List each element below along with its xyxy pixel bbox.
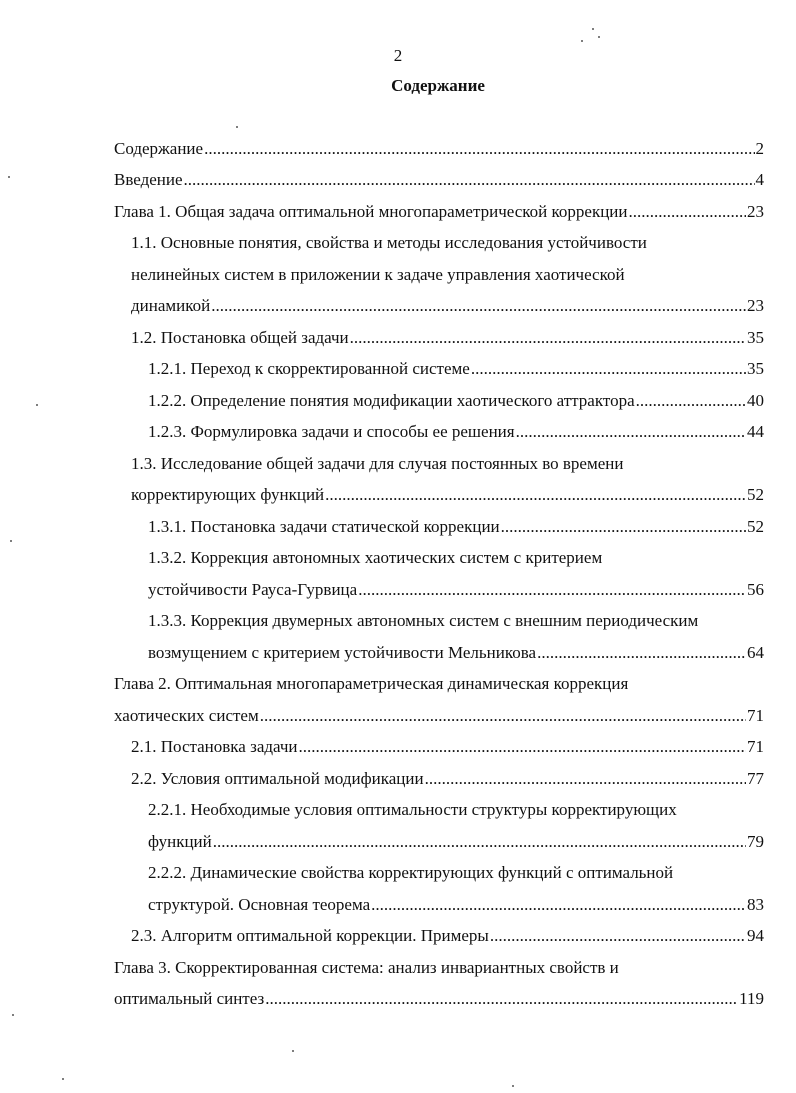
- toc-entry-page: 71: [747, 737, 764, 756]
- toc-entry-page: 83: [747, 895, 764, 914]
- toc-leader: [325, 481, 746, 509]
- toc-entry-text: 1.2.3. Формулировка задачи и способы ее решения: [148, 422, 515, 441]
- toc-entry-text: 2.3. Алгоритм оптимальной коррекции. Примеры: [131, 926, 489, 945]
- toc-entry-page: 4: [755, 170, 764, 189]
- toc-entry-text: 1.2.1. Переход к скорректированной системе: [148, 359, 470, 378]
- toc-entry-text: структурой. Основная теорема: [148, 895, 371, 914]
- toc-entry-text: Глава 1. Общая задача оптимальной многопараметрической коррекции: [114, 202, 628, 221]
- toc-entry-text: Содержание: [114, 139, 204, 158]
- toc-entry-page: 56: [747, 580, 764, 599]
- toc-entry-page: 40: [747, 391, 764, 410]
- toc-entry-text: возмущением с критерием устойчивости Мельникова: [148, 643, 537, 662]
- page-number: 2: [393, 46, 403, 65]
- page-title: Содержание: [391, 76, 485, 95]
- toc-entry: [131, 292, 764, 320]
- toc-entry: [114, 135, 764, 163]
- toc-entry: [114, 670, 764, 698]
- toc-entry: [131, 450, 764, 478]
- toc-entry: [148, 796, 764, 824]
- toc-leader: [358, 576, 746, 604]
- toc-entry-text: оптимальный синтез: [114, 989, 265, 1008]
- toc-entry-text: хаотических систем: [114, 706, 259, 725]
- toc-entry-text: нелинейных систем в приложении к задаче управления хаотической: [131, 265, 625, 284]
- toc-entry-text: 1.2. Постановка общей задачи: [131, 328, 349, 347]
- toc-entry: [114, 166, 764, 194]
- toc-entry-page: 44: [747, 422, 764, 441]
- toc-leader: [184, 166, 755, 194]
- toc-leader: [501, 513, 746, 541]
- scan-speck: [512, 1085, 514, 1087]
- toc-leader: [629, 198, 746, 226]
- toc-leader: [211, 292, 746, 320]
- toc-entry-page: 119: [739, 989, 764, 1008]
- toc-leader: [204, 135, 754, 163]
- toc-entry-text: корректирующих функций: [131, 485, 325, 504]
- toc-entry-page: 23: [747, 202, 764, 221]
- toc-leader: [636, 387, 746, 415]
- scan-speck: [236, 126, 238, 128]
- toc-entry-text: 1.3.2. Коррекция автономных хаотических систем с критерием: [148, 548, 603, 567]
- scan-speck: [581, 40, 583, 42]
- toc-leader: [371, 891, 746, 919]
- toc-entry: [148, 859, 764, 887]
- toc-leader: [299, 733, 746, 761]
- toc-entry: [148, 576, 764, 604]
- toc-leader: [537, 639, 746, 667]
- toc-entry: [114, 702, 764, 730]
- toc-entry: [131, 765, 764, 793]
- scan-speck: [36, 404, 38, 406]
- toc-entry-text: 1.3.3. Коррекция двумерных автономных систем с внешним периодическим: [148, 611, 699, 630]
- toc-entry-page: 64: [747, 643, 764, 662]
- toc-leader: [260, 702, 746, 730]
- toc-entry-text: динамикой: [131, 296, 211, 315]
- toc-entry-page: 35: [747, 328, 764, 347]
- toc-entry-text: 2.2.2. Динамические свойства корректирующих функций с оптимальной: [148, 863, 674, 882]
- toc-leader: [516, 418, 746, 446]
- toc-entry: [131, 324, 764, 352]
- toc-entry: [148, 607, 764, 635]
- toc-entry-text: функций: [148, 832, 212, 851]
- toc-entry: [148, 355, 764, 383]
- toc-entry-page: 52: [747, 517, 764, 536]
- toc-entry-page: 52: [747, 485, 764, 504]
- toc-entry: [148, 828, 764, 856]
- toc-entry-page: 77: [747, 769, 764, 788]
- scan-speck: [12, 1014, 14, 1016]
- toc-entry: [131, 733, 764, 761]
- toc-entry-text: 2.2.1. Необходимые условия оптимальности структуры корректирующих: [148, 800, 677, 819]
- toc-entry-page: 2: [755, 139, 764, 158]
- toc-leader: [350, 324, 746, 352]
- toc-entry-page: 79: [747, 832, 764, 851]
- scan-speck: [598, 36, 600, 38]
- toc-leader: [471, 355, 746, 383]
- toc-entry: [148, 891, 764, 919]
- scan-speck: [8, 176, 10, 178]
- toc-entry-text: Глава 2. Оптимальная многопараметрическая динамическая коррекция: [114, 674, 629, 693]
- toc-entry: [148, 544, 764, 572]
- toc-entry-text: 2.1. Постановка задачи: [131, 737, 298, 756]
- toc-entry: [148, 418, 764, 446]
- toc-entry: [131, 481, 764, 509]
- toc-entry-text: Введение: [114, 170, 183, 189]
- toc-leader: [425, 765, 746, 793]
- toc-entry: [148, 387, 764, 415]
- toc-entry-text: 1.2.2. Определение понятия модификации хаотического аттрактора: [148, 391, 635, 410]
- toc-entry-page: 35: [747, 359, 764, 378]
- toc-entry-text: 1.3. Исследование общей задачи для случая постоянных во времени: [131, 454, 624, 473]
- toc-leader: [490, 922, 746, 950]
- toc-entry-text: устойчивости Рауса-Гурвица: [148, 580, 358, 599]
- toc-entry-text: Глава 3. Скорректированная система: анализ инвариантных свойств и: [114, 958, 619, 977]
- toc-entry-text: 2.2. Условия оптимальной модификации: [131, 769, 424, 788]
- toc-entry: [114, 985, 764, 1013]
- scan-speck: [592, 28, 594, 30]
- toc-leader: [265, 985, 738, 1013]
- toc-entry-text: 1.3.1. Постановка задачи статической коррекции: [148, 517, 500, 536]
- toc-entry: [131, 922, 764, 950]
- toc-entry-page: 94: [747, 926, 764, 945]
- toc-entry: [148, 639, 764, 667]
- toc-entry: [114, 198, 764, 226]
- scan-speck: [292, 1050, 294, 1052]
- toc-leader: [213, 828, 746, 856]
- scan-speck: [10, 540, 12, 542]
- toc-entry-page: 71: [747, 706, 764, 725]
- toc-entry: [114, 954, 764, 982]
- toc-entry-page: 23: [747, 296, 764, 315]
- toc-entry-text: 1.1. Основные понятия, свойства и методы исследования устойчивости: [131, 233, 647, 252]
- toc-entry: [131, 229, 764, 257]
- toc-entry: [131, 261, 764, 289]
- scan-speck: [62, 1078, 64, 1080]
- toc-entry: [148, 513, 764, 541]
